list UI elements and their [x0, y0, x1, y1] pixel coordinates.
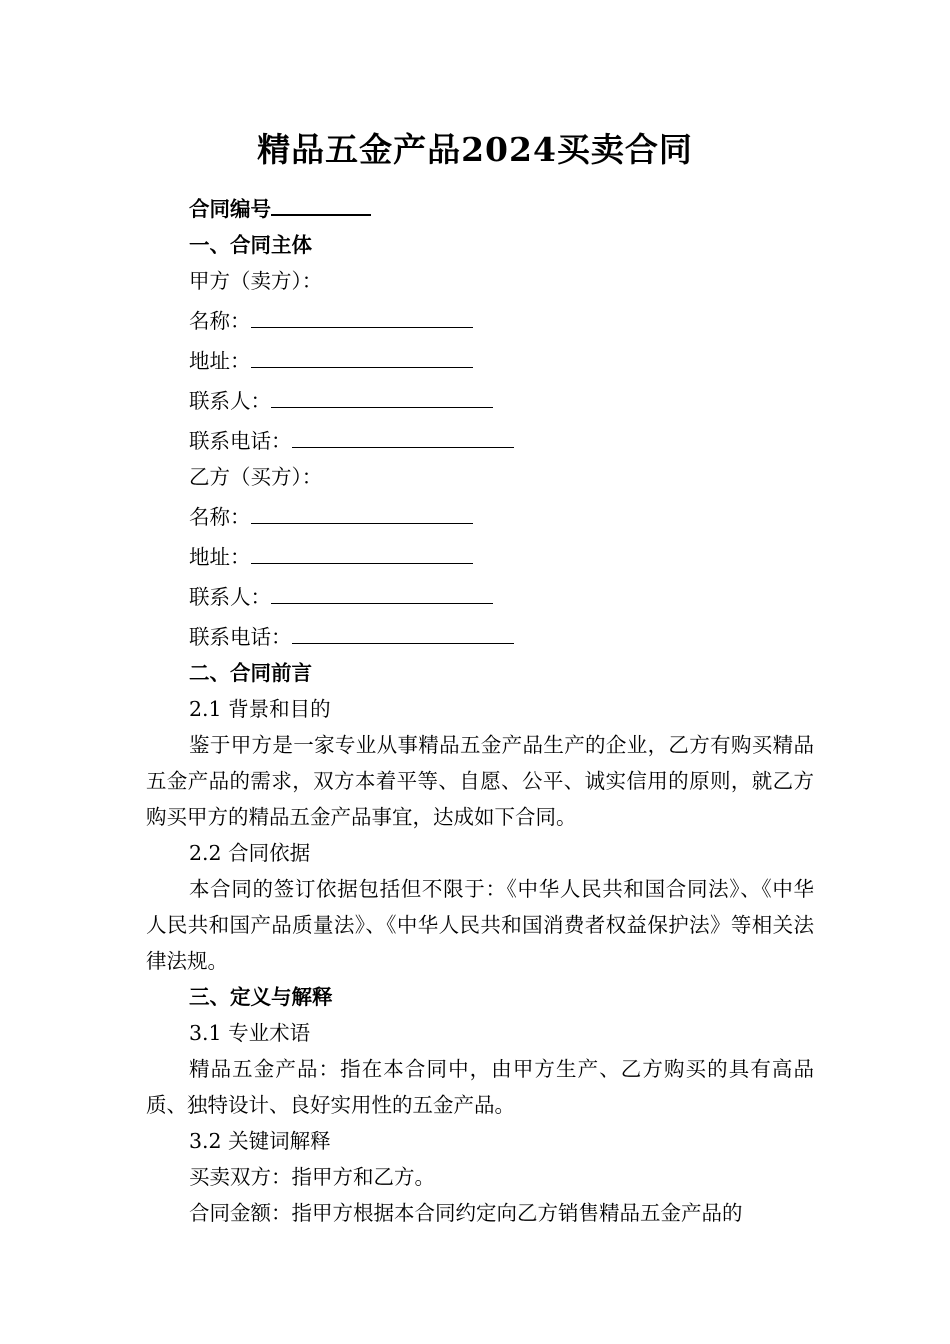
party-a-name-line [146, 299, 814, 339]
contract-number-label: 合同编号 [189, 197, 271, 221]
party-b-label: 乙方（买方）： [189, 465, 323, 489]
party-a-address-blank[interactable] [251, 339, 473, 368]
party-b-name-label: 名称： [189, 505, 251, 529]
section3-2-title: 3.2 关键词解释 [189, 1129, 331, 1153]
section1-heading: 一、合同主体 [189, 233, 312, 257]
section2-heading: 二、合同前言 [189, 661, 312, 685]
party-a-name-label: 名称： [189, 309, 251, 333]
party-b-contact-label: 联系人： [189, 585, 271, 609]
contract-number-line [146, 186, 814, 227]
section2-2-title: 2.2 合同依据 [189, 841, 311, 865]
party-a-contact-line [146, 379, 814, 419]
party-a-phone-label: 联系电话： [189, 429, 292, 453]
party-b-name-line [146, 495, 814, 535]
section3-1-title: 3.1 专业术语 [189, 1021, 311, 1045]
party-b-phone-label: 联系电话： [189, 625, 292, 649]
party-b-name-blank[interactable] [251, 495, 473, 524]
section3-2-text-1: 买卖双方：指甲方和乙方。 [189, 1165, 435, 1189]
party-a-address-line [146, 339, 814, 379]
party-a-contact-blank[interactable] [271, 379, 493, 408]
party-b-phone-line [146, 615, 814, 655]
party-a-name-blank[interactable] [251, 299, 473, 328]
party-a-phone-blank[interactable] [292, 419, 514, 448]
section3-heading: 三、定义与解释 [189, 985, 333, 1009]
party-a-address-label: 地址： [189, 349, 251, 373]
party-b-address-label: 地址： [189, 545, 251, 569]
party-b-address-blank[interactable] [251, 535, 473, 564]
document-title: 精品五金产品2024买卖合同 [257, 130, 693, 169]
section3-1-text: 精品五金产品：指在本合同中，由甲方生产、乙方购买的具有高品质、独特设计、良好实用性的五金产品。 [146, 1057, 814, 1117]
section2-2-text: 本合同的签订依据包括但不限于：《中华人民共和国合同法》、《中华人民共和国产品质量法》、《中华人民共和国消费者权益保护法》等相关法律法规。 [146, 877, 814, 973]
party-a-phone-line [146, 419, 814, 459]
party-b-contact-blank[interactable] [271, 575, 493, 604]
document-body [146, 186, 814, 1231]
party-a-label: 甲方（卖方）： [189, 269, 323, 293]
party-a-contact-label: 联系人： [189, 389, 271, 413]
section2-1-title: 2.1 背景和目的 [189, 697, 331, 721]
contract-number-blank[interactable] [271, 186, 371, 216]
section3-2-text-2: 合同金额：指甲方根据本合同约定向乙方销售精品五金产品的 [189, 1201, 743, 1225]
party-b-address-line [146, 535, 814, 575]
party-b-phone-blank[interactable] [292, 615, 514, 644]
party-b-contact-line [146, 575, 814, 615]
section2-1-text: 鉴于甲方是一家专业从事精品五金产品生产的企业，乙方有购买精品五金产品的需求，双方本着平等、自愿、公平、诚实信用的原则，就乙方购买甲方的精品五金产品事宜，达成如下合同。 [146, 733, 814, 829]
